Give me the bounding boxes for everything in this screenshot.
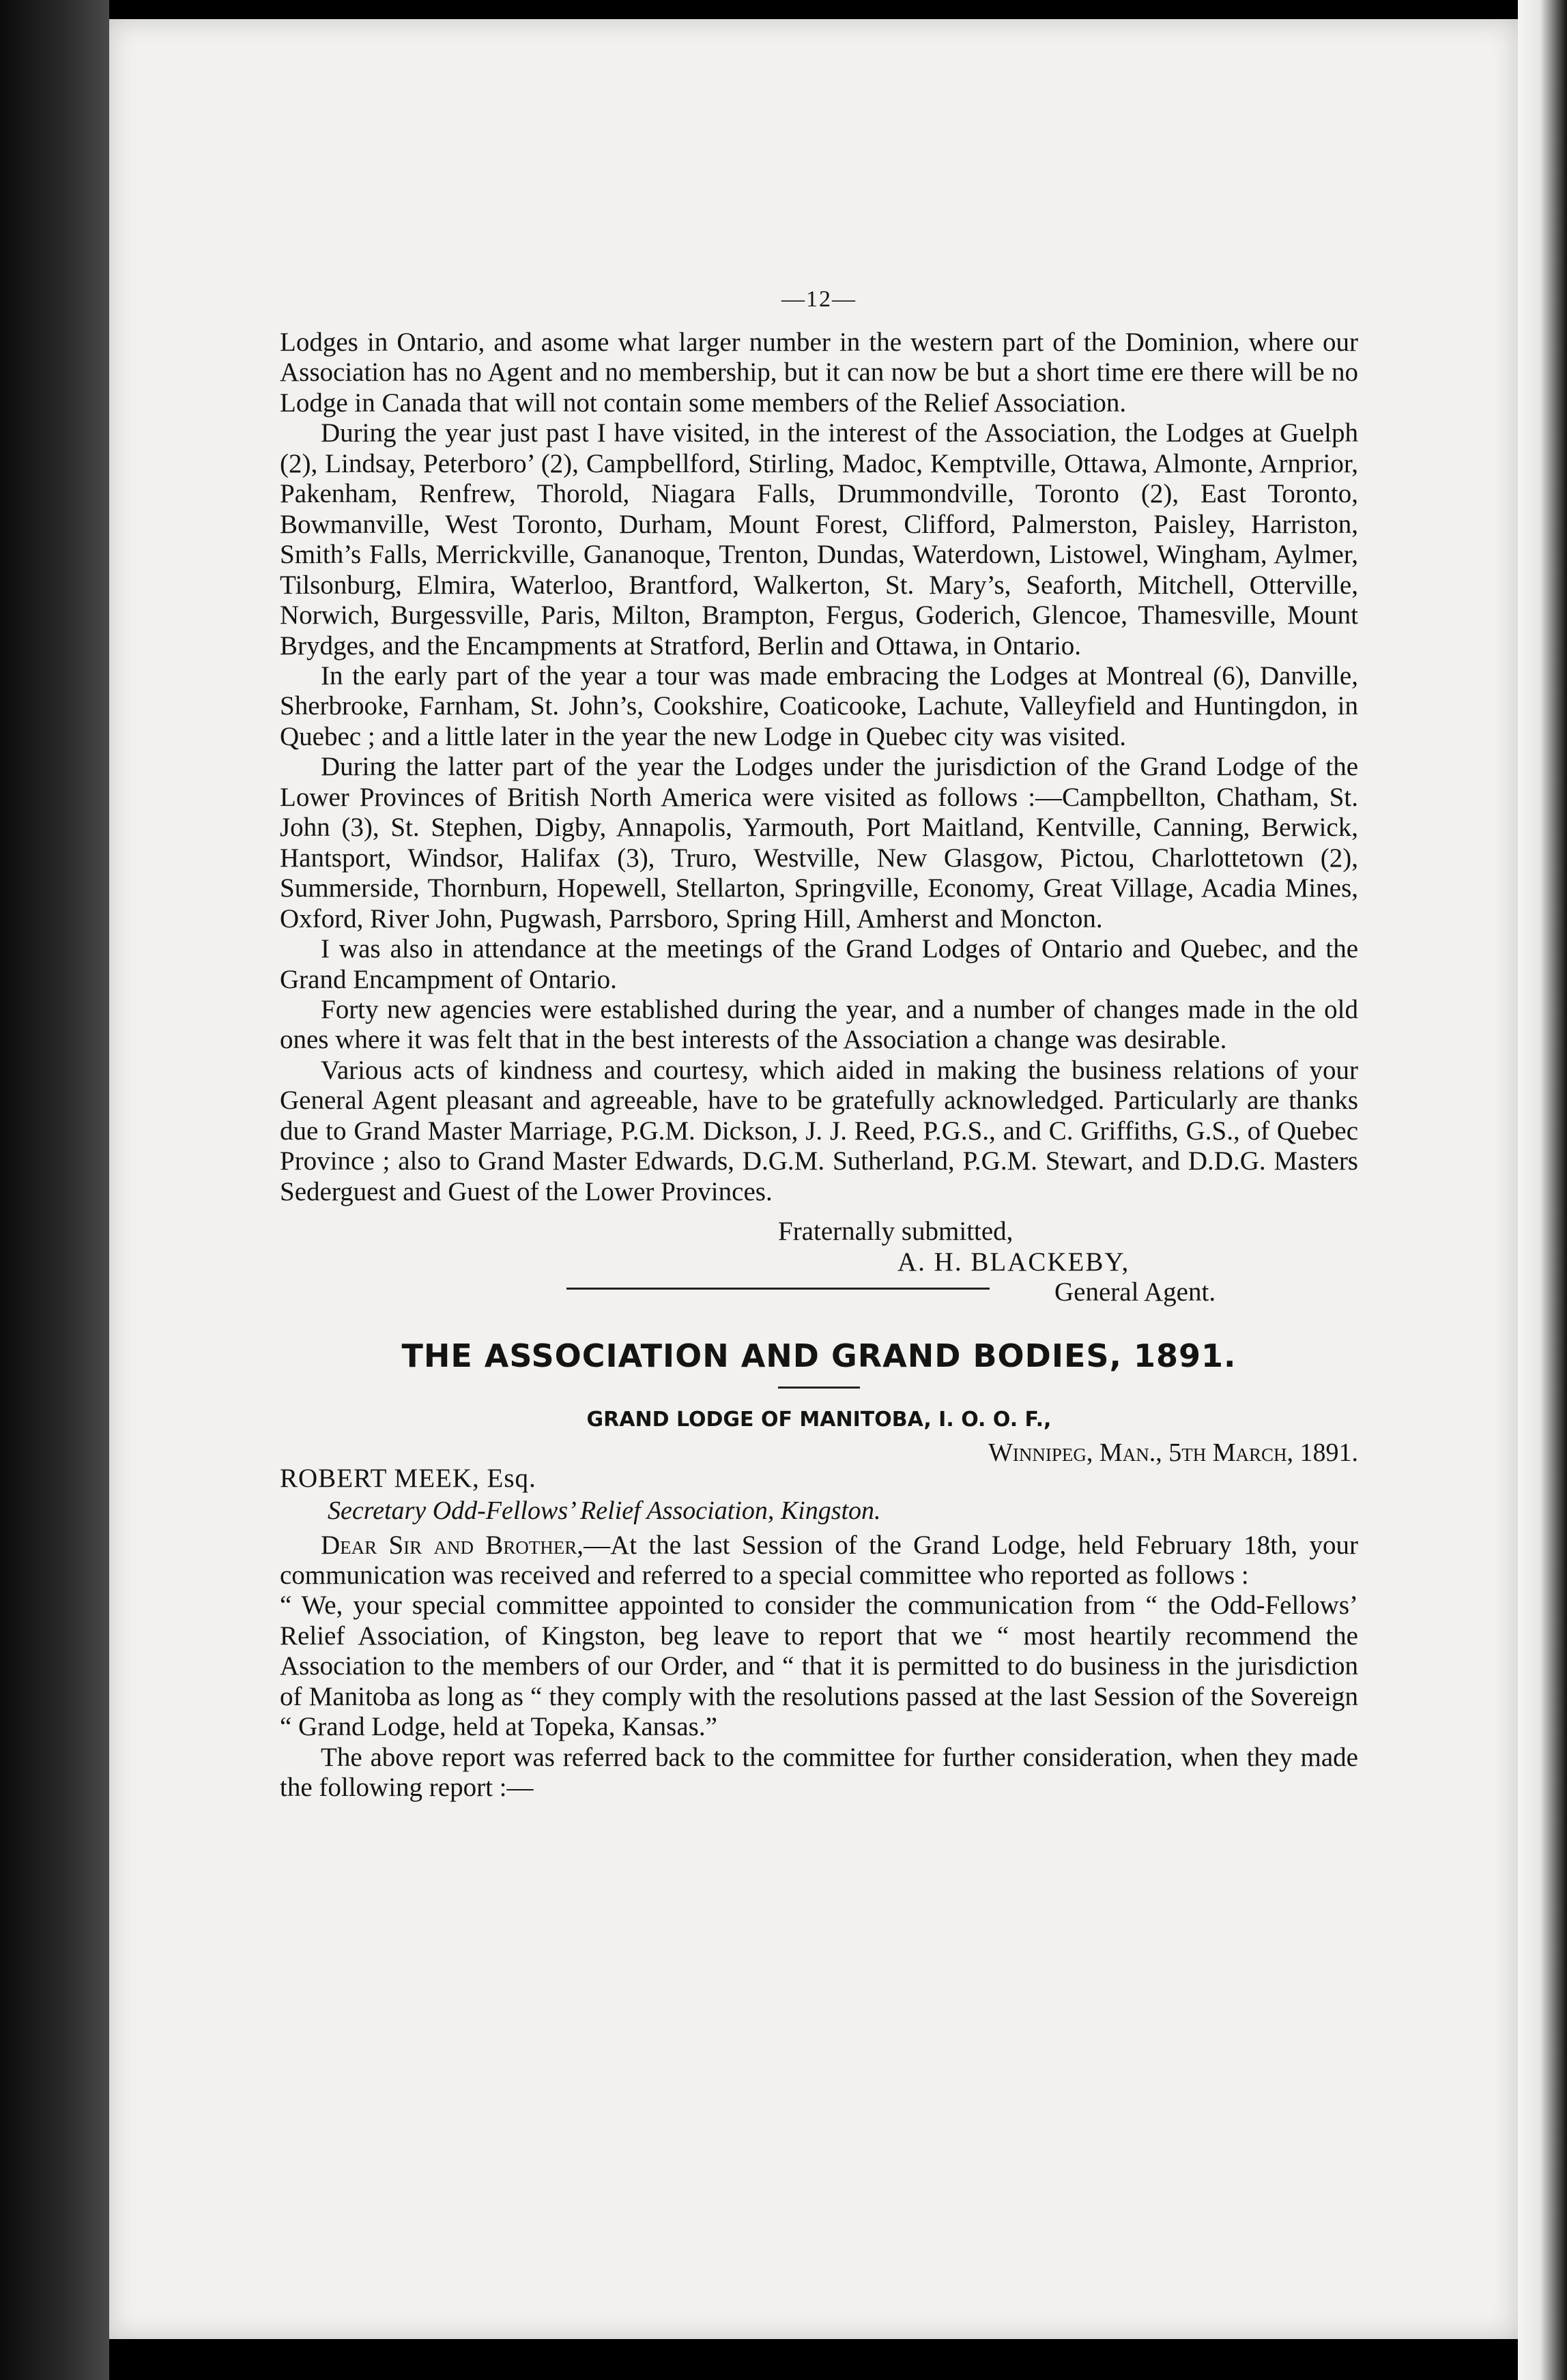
paragraph-7: Various acts of kindness and courtesy, which aided in making the business relations of your General Agent pleasant and agreeable, have to be gratefully acknowledged. Particularly are thanks due to Grand Master Marriage, P.G.M. Dickson, J. J. Reed, P.G.S., and C. Griffiths, G.S., of Quebec Province ; also to Grand Master Edwards, D.G.M. Sutherland, P.G.M. Stewart, and D.D.G. Masters Sederguest and Guest of the Lower Provinces. bbox=[280, 1055, 1358, 1206]
signoff-name: A. H. BLACKEBY, bbox=[897, 1247, 1130, 1277]
heading-rule bbox=[778, 1387, 860, 1389]
letter-addressee-title: Secretary Odd-Fellows’ Relief Association, Kingston. bbox=[328, 1496, 881, 1526]
letter-body-2: The above report was referred back to the committee for further consideration, when they made the following report :— bbox=[280, 1742, 1358, 1803]
page-number: —12— bbox=[781, 287, 857, 312]
scan-right-edge bbox=[1518, 0, 1567, 2380]
paragraph-4: During the latter part of the year the Lodges under the jurisdiction of the Grand Lodge of the Lower Provinces of British North America were visited as follows :—Campbellton, Chatham, St. John (3), St. Stephen, Digby, Annapolis, Yarmouth, Port Maitland, Kentville, Canning, Berwick, Hantsport, Windsor, Halifax (3), Truro, Westville, New Glasgow, Pictou, Charlottetown (2), Summerside, Thornburn, Hopewell, Stellarton, Springville, Economy, Great Village, Acadia Mines, Oxford, River John, Pugwash, Parrsboro, Spring Hill, Amherst and Moncton. bbox=[280, 752, 1358, 933]
paragraph-5: I was also in attendance at the meetings of the Grand Lodges of Ontario and Quebec, and the Grand Encampment of Ontario. bbox=[280, 934, 1358, 994]
signoff-closing: Fraternally submitted, bbox=[778, 1217, 1013, 1247]
signoff-block bbox=[280, 1217, 1358, 1307]
letter-quote: “ We, your special committee appointed to consider the communication from “ the Odd-Fellows’ Relief Association, of Kingston, beg leave to report that we “ most heartily recommend the Association to the members of our Order, and “ that it is permitted to do business in the jurisdiction of Manitoba as long as “ they comply with the resolutions passed at the last Session of the Sovereign “ Grand Lodge, held at Topeka, Kansas.” bbox=[280, 1591, 1358, 1742]
letter-body-1 bbox=[280, 1530, 1358, 1591]
section-heading: THE ASSOCIATION AND GRAND BODIES, 1891. bbox=[401, 1337, 1237, 1374]
letter-salutation: Dear Sir and Brother, bbox=[321, 1530, 584, 1560]
letter-dateline: Winnipeg, Man., 5th March, 1891. bbox=[988, 1438, 1358, 1467]
scan-left-margin bbox=[0, 0, 109, 2380]
paragraph-6: Forty new agencies were established during the year, and a number of changes made in the old ones where it was felt that in the best interests of the Association a change was desirable. bbox=[280, 994, 1358, 1055]
letter-body-1-text: —At the last Session of the Grand Lodge, held February 18th, your communication was received and referred to a special committee who reported as follows : bbox=[280, 1530, 1358, 1591]
paragraph-3: In the early part of the year a tour was made embracing the Lodges at Montreal (6), Danville, Sherbrooke, Farnham, St. John’s, Cookshire, Coaticooke, Lachute, Valleyfield and Huntingdon, in Quebec ; and a little later in the year the new Lodge in Quebec city was visited. bbox=[280, 661, 1358, 751]
letter-addressee: ROBERT MEEK, Esq. bbox=[280, 1463, 536, 1493]
paragraph-2: During the year just past I have visited, in the interest of the Association, the Lodges at Guelph (2), Lindsay, Peterboro’ (2), Campbellford, Stirling, Madoc, Kemptville, Ottawa, Almonte, Arnprior, Pakenham, Renfrew, Thorold, Niagara Falls, Drummondville, Toronto (2), East Toronto, Bowmanville, West Toronto, Durham, Mount Forest, Clifford, Palmerston, Paisley, Harriston, Smith’s Falls, Merrickville, Gananoque, Trenton, Dundas, Waterdown, Listowel, Wingham, Aylmer, Tilsonburg, Elmira, Waterloo, Brantford, Walkerton, St. Mary’s, Seaforth, Mitchell, Otterville, Norwich, Burgessville, Paris, Milton, Brampton, Fergus, Goderich, Glencoe, Thamesville, Mount Brydges, and the Encampments at Stratford, Berlin and Ottawa, in Ontario. bbox=[280, 418, 1358, 661]
text-column bbox=[280, 287, 1358, 1803]
signoff-title: General Agent. bbox=[1054, 1277, 1216, 1307]
section-subheading: GRAND LODGE OF MANITOBA, I. O. O. F., bbox=[586, 1407, 1052, 1432]
paragraph-1: Lodges in Ontario, and asome what larger number in the western part of the Dominion, where our Association has no Agent and no membership, but it can now be but a short time ere there will be no Lodge in Canada that will not contain some members of the Relief Association. bbox=[280, 328, 1358, 418]
separator-rule bbox=[566, 1288, 990, 1290]
